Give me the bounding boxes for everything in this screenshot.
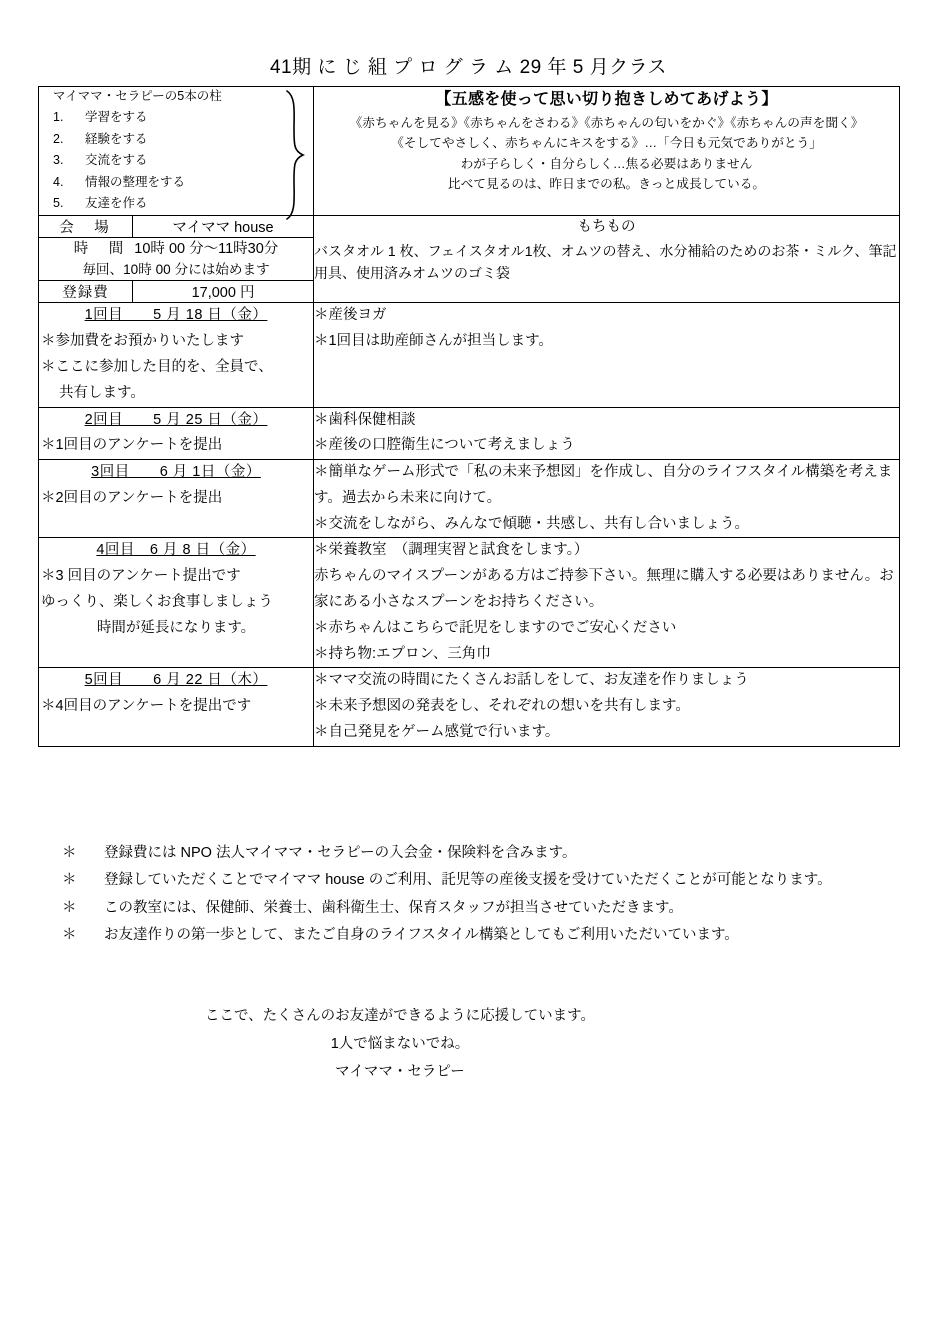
session-line: ＊参加費をお預かりいたします [41,333,244,350]
session-line: ＊4回目のアンケートを提出です [41,698,252,715]
pillars-cell [39,87,314,216]
closing-line: 1人で悩まないでね。 [330,1035,470,1052]
session-4-right [314,538,900,668]
time-value: 10時 00 分～11時30分 [134,240,279,257]
session-line: ＊1回目は助産師さんが担当します。 [314,333,553,350]
program-table [38,86,900,747]
bring-items-body: バスタオル 1 枚、フェイスタオル1枚、オムツの替え、水分補給のためのお茶・ミルク、筆記用具、使用済みオムツのゴミ袋 [314,242,897,281]
session-2-heading: 2回目 5 月 25 日（金） [84,411,268,428]
session-3-heading: 3回目 6 月 1日（金） [91,464,261,481]
pillar-number: 3. [53,153,64,168]
session-5-right [314,668,900,746]
list-item [62,895,912,921]
time-note: 毎回、10時 00 分には始めます [82,261,270,277]
session-line: ＊赤ちゃんはこちらで託児をしますのでご安心ください [314,619,677,636]
session-line: ＊未来予想図の発表をし、それぞれの想いを共有します。 [314,698,690,715]
list-item [62,867,912,893]
session-1-left [39,303,314,407]
list-item [62,840,912,866]
list-item [62,922,912,948]
session-line: 時間が延長になります。 [96,619,256,636]
pillar-label: 経験をする [85,131,148,146]
list-item [39,193,313,215]
note-bullet: ＊ [62,899,77,916]
slogan-line: わが子らしく・自分らしく…焦る必要はありません [460,156,753,171]
session-line: ＊自己発見をゲーム感覚で行います。 [314,724,560,741]
session-3-right [314,460,900,538]
pillar-label: 交流をする [85,153,148,168]
session-4-left [39,538,314,668]
pillar-label: 友達を作る [85,196,148,211]
bring-items-cell [314,215,900,303]
session-line: ＊2回目のアンケートを提出 [41,489,223,506]
closing-line: ここで、たくさんのお友達ができるように応援しています。 [204,1008,596,1024]
time-main-line [39,238,313,260]
session-1-right [314,303,900,407]
footer-notes [62,840,912,950]
table-row-session-5 [39,668,900,746]
session-5-heading: 5回目 6 月 22 日（木） [84,672,268,689]
pillar-number: 2. [53,131,64,146]
session-3-left [39,460,314,538]
venue-label: 会 場 [39,215,133,237]
session-line: ＊歯科保健相談 [314,411,416,428]
slogan-line: 《赤ちゃんを見る》《赤ちゃんをさわる》《赤ちゃんの匂いをかぐ》《赤ちゃんの声を聞く》 [349,115,864,130]
note-text: この教室には、保健師、栄養士、歯科衛生士、保育スタッフが担当させていただきます。 [104,899,683,916]
time-label: 時 間 [73,240,127,257]
pillar-number: 5. [53,196,64,211]
table-row-session-3 [39,460,900,538]
list-item [39,129,313,151]
slogan-headline: 【五感を使って思い切り抱きしめてあげよう】 [435,91,778,108]
pillar-label: 学習をする [85,110,148,125]
session-line: ゆっくり、楽しくお食事しましょう [41,594,273,611]
pillar-label: 情報の整理をする [85,174,186,189]
session-5-left [39,668,314,746]
session-line: ＊持ち物:エプロン、三角巾 [314,645,491,662]
slogan-line: 《そしてやさしく、赤ちゃんにキスをする》…「今日も元気でありがとう」 [391,136,822,151]
list-item [39,150,313,172]
table-row-session-1 [39,303,900,407]
page-title: 41期 に じ 組 プ ロ グ ラ ム 29 年 5 月クラス [269,57,668,78]
session-line: ＊ここに参加した目的を、全員で、 [41,358,273,375]
session-line: 共有します。 [59,384,145,401]
table-row-venue [39,215,900,237]
pillars-list [39,107,313,215]
session-line: ＊1回目のアンケートを提出 [41,437,223,454]
note-bullet: ＊ [62,845,77,861]
bring-items-title: もちもの [577,218,636,235]
session-line: ＊ママ交流の時間にたくさんお話しをして、お友達を作りましょう [314,672,749,689]
table-row-session-2 [39,407,900,460]
session-2-left [39,407,314,460]
session-line: ＊3 回目のアンケート提出です [41,568,241,585]
session-4-heading: 4回目 6 月 8 日（金） [96,542,256,559]
note-text: 登録していただくことでマイママ house のご利用、託児等の産後支援を受けていただくことが可能となります。 [104,872,832,889]
session-line: ＊産後の口腔衛生について考えましょう [314,437,575,454]
fee-label: 登録費 [39,281,133,303]
session-line: ＊栄養教室 （調理実習と試食をします。） [314,542,589,559]
note-bullet: ＊ [62,872,77,889]
note-text: 登録費には NPO 法人マイママ・セラピーの入会金・保険料を含みます。 [104,845,577,861]
closing-message [0,1003,800,1086]
session-2-right [314,407,900,460]
session-line: ＊交流をしながら、みんなで傾聴・共感し、共有し合いましょう。 [314,515,750,532]
fee-value: 17,000 円 [133,281,314,303]
list-item [39,172,313,194]
closing-line: マイママ・セラピー [335,1063,465,1080]
session-line: ＊簡単なゲーム形式で「私の未来予想図」を作成し、自分のライフスタイル構築を考えます。過去から未来に向けて。 [314,464,893,506]
slogan-cell [314,87,900,216]
note-bullet: ＊ [62,927,77,944]
table-row-session-4 [39,538,900,668]
session-line: 赤ちゃんのマイスプーンがある方はご持参下さい。無理に購入する必要はありません。お家にある小さなスプーンをお持ちください。 [314,568,894,611]
note-text: お友達作りの第一歩として、またご自身のライフスタイル構築としてもご利用いただいています。 [104,927,739,944]
list-item [39,107,313,129]
session-1-heading: 1回目 5 月 18 日（金） [84,307,268,324]
table-row-header [39,87,900,216]
slogan-line: 比べて見るのは、昨日までの私。きっと成長している。 [447,177,766,192]
pillar-number: 4. [53,174,64,189]
pillar-number: 1. [53,110,64,125]
venue-value: マイママ house [133,215,314,237]
time-cell [39,237,314,281]
session-line: ＊産後ヨガ [314,307,387,324]
pillars-heading: マイママ・セラピーの5本の柱 [53,89,222,103]
